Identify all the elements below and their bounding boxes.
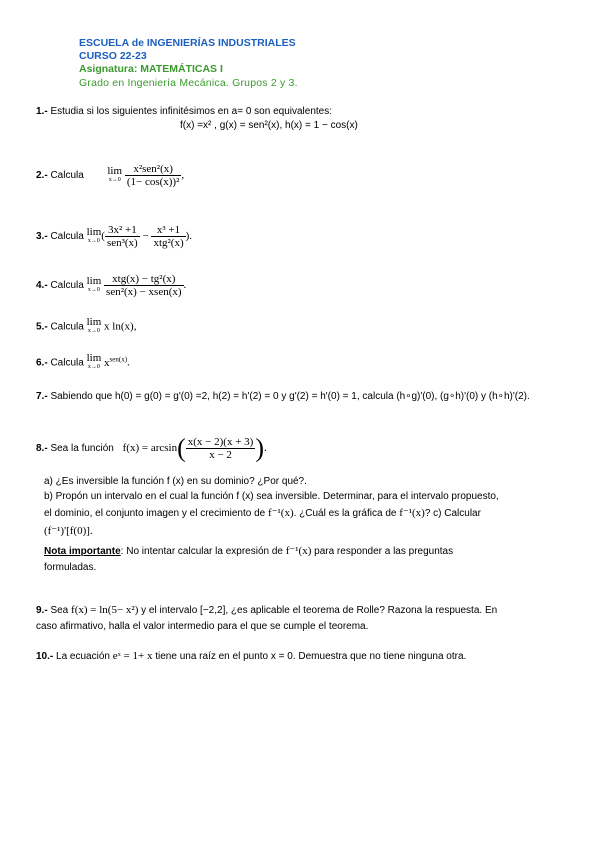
fraction: $\frac{\text{xtg(x) − tg²(x)}}{\text{sen²(x) − xsen(x)}}$	[106, 273, 182, 298]
limit-operator: lim x→0	[86, 352, 102, 371]
problem-5	[36, 318, 569, 336]
problem-number: 9.-	[36, 605, 48, 616]
punctuation: ).	[185, 230, 193, 243]
school-name: ESCUELA de INGENIERÍAS INDUSTRIALES	[79, 37, 296, 49]
degree-groups: Grado en Ingeniería Mecánica. Grupos 2 y 3.	[79, 77, 298, 89]
limit-operator: lim x→0	[107, 164, 123, 183]
problem-number: 3.-	[36, 231, 48, 243]
numerator: x²sen²(x)	[125, 163, 182, 176]
problem-3: 3.- Calcula lim x→0 ( $\frac{\text{3x² +1}}{\text{sen³(x)}}$ − $\frac{\text{x³ +1}}{\text{xtg²(x)}}$ ).	[36, 224, 193, 249]
problem-7	[36, 390, 569, 403]
denominator: (1− cos(x))²	[126, 176, 180, 188]
problem-6	[36, 353, 569, 372]
problem-number: 4.-	[36, 280, 48, 292]
punctuation: .	[183, 279, 187, 292]
fraction-b: $\frac{\text{x³ +1}}{\text{xtg²(x)}}$	[153, 224, 184, 249]
problem-label: Sea la función	[47, 443, 114, 455]
limit-operator: lim x→0	[86, 274, 102, 293]
function-definition: f(x) = arcsin	[122, 442, 178, 455]
problem-label: Calcula	[47, 170, 84, 182]
problem-text: Sabiendo que h(0) = g(0) = g'(0) =2, h(2) = h'(2) = 0 y g'(2) = h'(0) = 1, calcula (h∘g)'(0), (g∘h)'(0) y (h∘h)'(2).	[47, 391, 530, 402]
equation: eˣ = 1+ x	[112, 650, 153, 662]
course-year: CURSO 22-23	[79, 50, 147, 62]
problem-number: 8.-	[36, 443, 48, 455]
punctuation: .	[264, 442, 267, 455]
problem-label: Calcula	[47, 357, 84, 369]
problem-number: 2.-	[36, 170, 48, 182]
problem-number: 6.-	[36, 357, 48, 369]
note-label: Nota importante	[44, 546, 121, 557]
problem-number: 1.-	[36, 106, 48, 117]
problem-1	[36, 105, 569, 118]
problem-number: 5.-	[36, 321, 48, 333]
inverse-function: f⁻¹(x)	[268, 507, 294, 519]
problem-text: Estudia si los siguientes infinitésimos en a= 0 son equivalentes:	[47, 106, 333, 117]
problem-8-part-c: (f⁻¹)'[f(0)].	[44, 525, 93, 537]
problem-8-note: Nota importante: No intentar calcular la expresión de f⁻¹(x) para responder a las preguntas	[44, 545, 454, 557]
problem-label: Calcula	[47, 321, 84, 333]
fraction	[125, 163, 185, 188]
expression: x ln(x)	[104, 320, 134, 333]
problem-8-part-b-line1: b) Propón un intervalo en el cual la función f (x) sea inversible. Determinar, para el intervalo propuesto,	[44, 491, 499, 502]
expression: $x^{sen(x)}$	[104, 355, 128, 369]
problem-8-part-a: a) ¿Es inversible la función f (x) en su dominio? ¿Por qué?.	[44, 476, 307, 487]
problem-label: Calcula	[47, 231, 84, 243]
punctuation: ,	[133, 320, 137, 333]
problem-9-cont: caso afirmativo, halla el valor intermedio para el que se cumple el teorema.	[36, 621, 369, 632]
limit-operator: lim x→0	[86, 225, 102, 244]
fraction: $\frac{x(x - 2)(x + 3)}{x - 2}$	[187, 436, 254, 461]
problem-number: 7.-	[36, 391, 48, 402]
problem-4	[36, 273, 569, 298]
limit-operator: lim x→0	[86, 316, 102, 334]
problem-2	[36, 163, 569, 188]
problem-number: 10.-	[36, 651, 54, 662]
problem-8-note-cont: formuladas.	[44, 562, 97, 573]
function-definition: f(x) = ln(5− x²)	[71, 604, 139, 616]
punctuation: .	[127, 356, 130, 369]
subject-title: Asignatura: MATEMÁTICAS I	[79, 63, 223, 75]
fraction-a: $\frac{\text{3x² +1}}{\text{sen³(x)}}$	[106, 224, 138, 249]
problem-1-functions: f(x) =x² , g(x) = sen²(x), h(x) = 1 − cos(x)	[180, 120, 358, 131]
punctuation: ,	[181, 169, 185, 182]
problem-label: Calcula	[47, 280, 84, 292]
problem-10: 10.- La ecuación eˣ = 1+ x tiene una raíz en el punto x = 0. Demuestra que no tiene ninguna otra.	[36, 650, 467, 662]
problem-9: 9.- Sea f(x) = ln(5− x²) y el intervalo [−2,2], ¿es aplicable el teorema de Rolle? Razona la respuesta. En	[36, 604, 498, 616]
problem-8: 8.- Sea la función f(x) = arcsin( $\frac{x(x - 2)(x + 3)}{x - 2}$ ).	[36, 433, 267, 463]
problem-8-part-b-line2: el dominio, el conjunto imagen y el crecimiento de f⁻¹(x). ¿Cuál es la gráfica de f⁻¹(x)? c) Calcular	[44, 507, 481, 519]
